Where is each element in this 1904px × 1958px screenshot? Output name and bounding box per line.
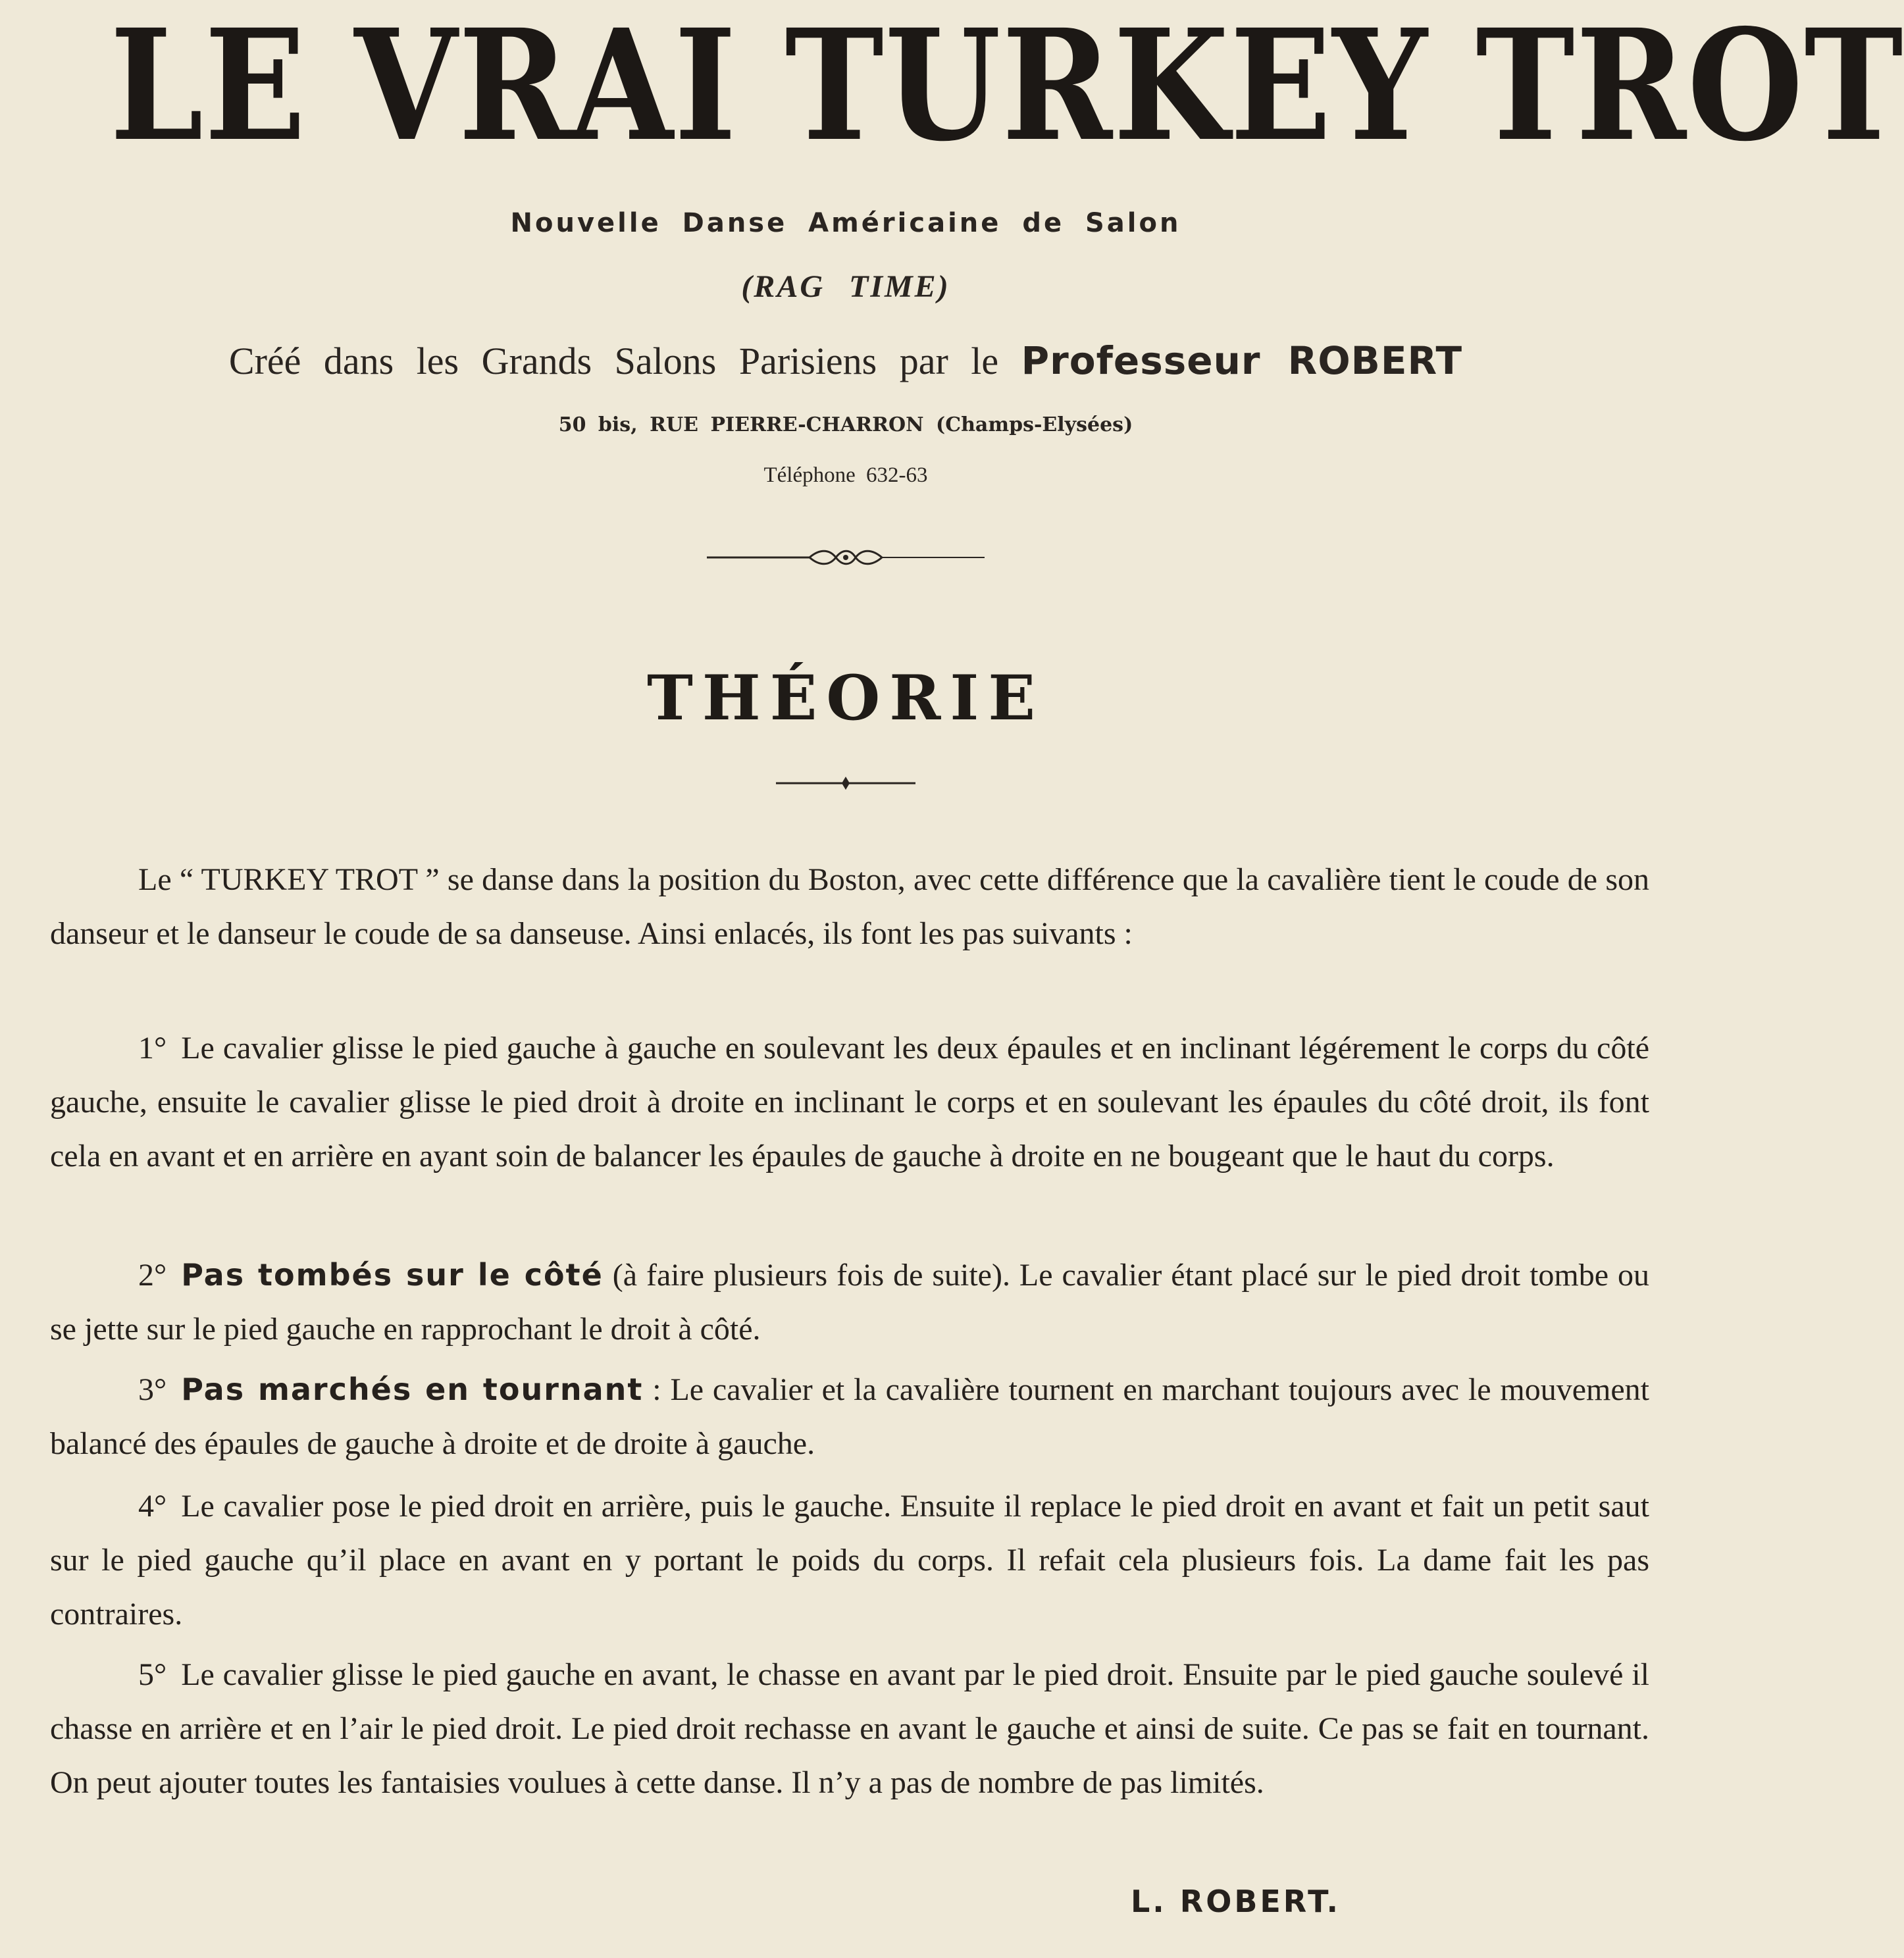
step-heading: Pas marchés en tournant [181, 1372, 644, 1407]
step-text: : Le cavalier et la cavalière tournent en marchant toujours avec le mouvement balancé des épaules de gauche à droite et de droite à gauche. [50, 1372, 1649, 1461]
phone-number: Téléphone 632-63 [763, 463, 928, 487]
small-divider-icon [773, 773, 918, 793]
section-title: THÉORIE [646, 662, 1045, 734]
step-text: (à faire plusieurs fois de suite). Le cavalier étant placé sur le pied droit tombe ou se jette sur le pied gauche en rapprochant le droit à côté. [50, 1258, 1650, 1347]
step-number: 3° [138, 1372, 167, 1407]
step-paragraph [50, 1648, 1649, 1810]
signature: L. ROBERT. [1131, 1884, 1341, 1919]
step-text: Le cavalier glisse le pied gauche en avant, le chasse en avant par le pied droit. Ensuite par le pied gauche soulevé il chasse en arrière et en l’air le pied droit. Le pied droit rechasse en avant le gauche et ainsi de suite. Ce pas se fait en tournant. On peut ajouter toutes les fantaisies voulues à cette danse. Il n’y a pas de nombre de pas limités. [50, 1657, 1649, 1800]
step-paragraph [50, 1480, 1649, 1641]
step-number: 4° [138, 1489, 167, 1524]
step-number: 5° [138, 1657, 167, 1692]
step-text: Le cavalier pose le pied droit en arrière, puis le gauche. Ensuite il replace le pied droit en avant et fait un petit saut sur le pied gauche qu’il place en avant en y portant le poids du corps. Il refait cela plusieurs fois. La dame fait les pas contraires. [50, 1489, 1649, 1632]
step-text: Le cavalier glisse le pied gauche à gauche en soulevant les deux épaules et en inclinant légérement le corps du côté gauche, ensuite le cavalier glisse le pied droit à droite en inclinant le corps et en soulevant les épaules du côté droit, ils font cela en avant et en arrière en ayant soin de balancer les épaules de gauche à droite en ne bougeant que le haut du corps. [50, 1031, 1649, 1173]
step-paragraph [50, 1021, 1649, 1183]
step-paragraph [50, 1362, 1649, 1471]
creator-line [0, 338, 1691, 383]
intro-text: Le “ TURKEY TROT ” se danse dans la position du Boston, avec cette différence que la cavalière tient le coude de son danseur et le danseur le coude de sa danseuse. Ainsi enlacés, ils font les pas suivants : [50, 862, 1649, 951]
step-paragraph [50, 1248, 1649, 1356]
step-number: 2° [138, 1258, 167, 1293]
page-title: LE VRAI TURKEY TROT [110, 0, 1904, 175]
subtitle: Nouvelle Danse Américaine de Salon [510, 208, 1181, 238]
flourish-divider-icon [704, 541, 987, 574]
intro-paragraph [50, 853, 1649, 961]
step-heading: Pas tombés sur le côté [181, 1257, 604, 1293]
creator-prefix: Créé dans les Grands Salons Parisiens par le [228, 340, 999, 382]
genre-label: (RAG TIME) [741, 269, 950, 304]
step-number: 1° [138, 1031, 167, 1066]
creator-name: Professeur ROBERT [1021, 338, 1463, 383]
address: 50 bis, RUE PIERRE-CHARRON (Champs-Elysées) [558, 413, 1133, 436]
